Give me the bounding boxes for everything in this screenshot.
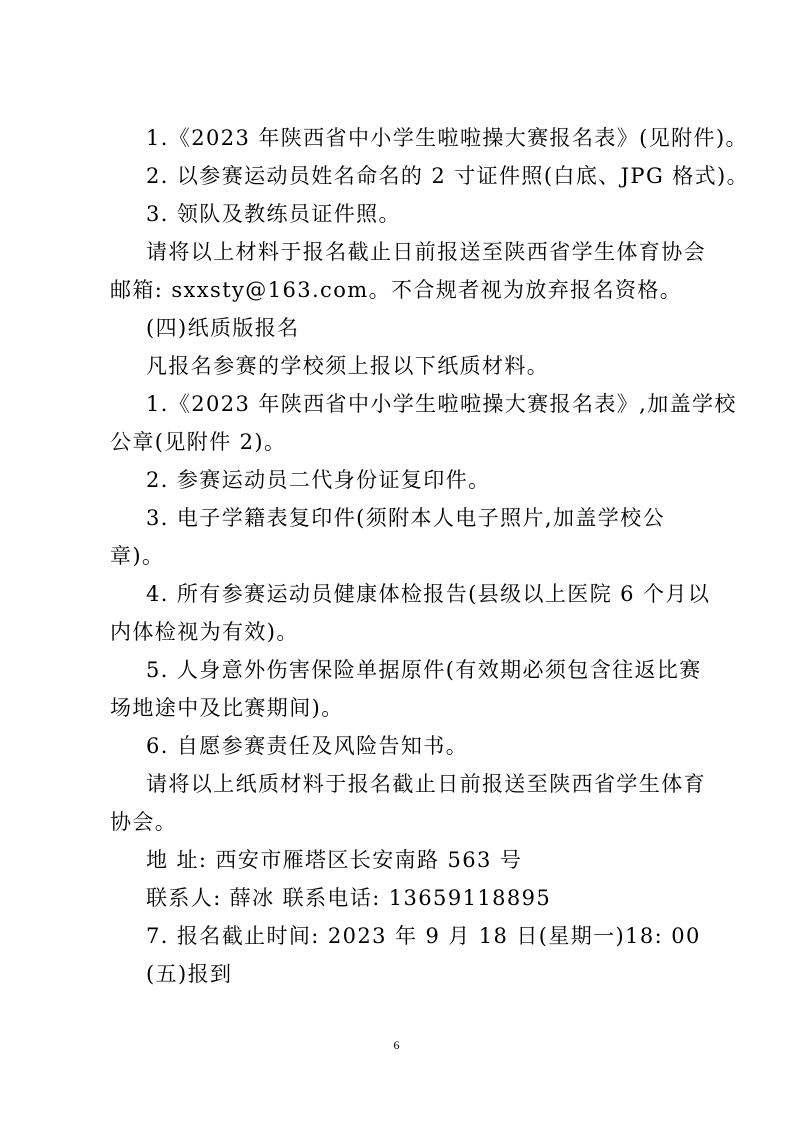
- list-item-risk-notice: 6. 自愿参赛责任及风险告知书。: [146, 734, 469, 758]
- list-item-stamped-form: 1.《2023 年陕西省中小学生啦啦操大赛报名表》,加盖学校: [146, 392, 737, 416]
- list-item-stamped-form-cont: 公章(见附件 2)。: [110, 430, 287, 454]
- list-item-registration-form: 1.《2023 年陕西省中小学生啦啦操大赛报名表》(见附件)。: [146, 126, 748, 150]
- page-number: 6: [393, 1038, 400, 1052]
- list-item-insurance: 5. 人身意外伤害保险单据原件(有效期必须包含往返比赛: [146, 658, 702, 682]
- list-item-leader-photo: 3. 领队及教练员证件照。: [146, 202, 401, 226]
- list-item-id-card-copy: 2. 参赛运动员二代身份证复印件。: [146, 468, 491, 492]
- list-item-student-record: 3. 电子学籍表复印件(须附本人电子照片,加盖学校公: [146, 506, 665, 530]
- section-heading-paper-registration: (四)纸质版报名: [146, 316, 300, 340]
- deadline-line: 7. 报名截止时间: 2023 年 9 月 18 日(星期一)18: 00: [146, 924, 701, 948]
- paragraph-paper-materials: 凡报名参赛的学校须上报以下纸质材料。: [146, 354, 550, 378]
- list-item-id-photo: 2. 以参赛运动员姓名命名的 2 寸证件照(白底、JPG 格式)。: [146, 164, 750, 188]
- list-item-health-report-cont: 内体检视为有效)。: [110, 620, 299, 644]
- section-heading-check-in: (五)报到: [146, 962, 233, 986]
- address-line: 地 址: 西安市雁塔区长安南路 563 号: [146, 848, 523, 872]
- list-item-health-report: 4. 所有参赛运动员健康体检报告(县级以上医院 6 个月以: [146, 582, 711, 606]
- paragraph-submit-email: 请将以上材料于报名截止日前报送至陕西省学生体育协会: [146, 240, 706, 264]
- contact-line: 联系人: 薛冰 联系电话: 13659118895: [146, 886, 552, 910]
- paragraph-submit-email-cont: 邮箱: sxxsty@163.com。不合规者视为放弃报名资格。: [110, 278, 683, 302]
- paragraph-submit-paper-cont: 协会。: [110, 810, 178, 834]
- paragraph-submit-paper: 请将以上纸质材料于报名截止日前报送至陕西省学生体育: [146, 772, 706, 796]
- list-item-student-record-cont: 章)。: [110, 544, 165, 568]
- list-item-insurance-cont: 场地途中及比赛期间)。: [110, 696, 344, 720]
